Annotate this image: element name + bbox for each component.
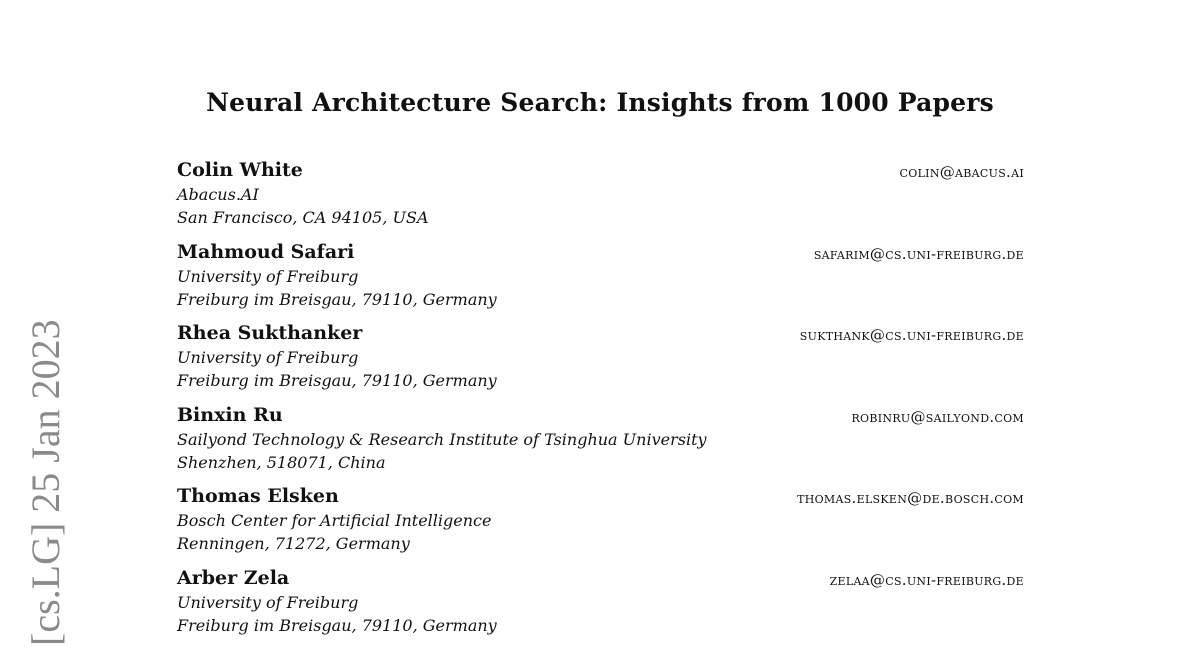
author-list: [177, 157, 1024, 646]
author-block: [177, 565, 1024, 647]
author-affiliation: University of Freiburg: [177, 348, 359, 367]
paper-title: Neural Architecture Search: Insights from 1000 Papers: [206, 88, 994, 117]
author-email: sukthank@cs.uni-freiburg.de: [799, 326, 1024, 344]
author-block: [177, 402, 1024, 484]
author-name: Mahmoud Safari: [177, 240, 355, 263]
author-block: [177, 239, 1024, 321]
author-address: Freiburg im Breisgau, 79110, Germany: [177, 615, 497, 635]
author-address: Renningen, 71272, Germany: [177, 534, 410, 553]
author-block: [177, 157, 1024, 239]
author-name: Rhea Sukthanker: [177, 322, 363, 344]
author-affiliation: Sailyond Technology & Research Institute of Tsinghua University: [177, 429, 707, 449]
author-block: [177, 320, 1024, 402]
author-affiliation: Bosch Center for Artificial Intelligence: [177, 511, 492, 530]
author-email: zelaa@cs.uni-freiburg.de: [829, 570, 1024, 589]
author-email: safarim@cs.uni-freiburg.de: [813, 244, 1024, 263]
author-address: San Francisco, CA 94105, USA: [177, 208, 429, 227]
author-affiliation: University of Freiburg: [177, 266, 359, 286]
author-name: Thomas Elsken: [177, 485, 339, 507]
author-address: Freiburg im Breisgau, 79110, Germany: [177, 371, 497, 390]
arxiv-identifier-stamp: [cs.LG] 25 Jan 2023: [23, 319, 68, 646]
author-name: Colin White: [177, 159, 303, 181]
author-email: thomas.elsken@de.bosch.com: [797, 489, 1024, 507]
author-address: Freiburg im Breisgau, 79110, Germany: [177, 289, 497, 309]
author-block: [177, 483, 1024, 565]
author-name: Binxin Ru: [177, 403, 283, 426]
author-address: Shenzhen, 518071, China: [177, 452, 386, 472]
author-affiliation: University of Freiburg: [177, 592, 359, 612]
author-name: Arber Zela: [177, 566, 290, 589]
author-email: robinru@sailyond.com: [851, 407, 1024, 426]
author-email: colin@abacus.ai: [899, 163, 1024, 181]
author-affiliation: Abacus.AI: [177, 185, 259, 204]
